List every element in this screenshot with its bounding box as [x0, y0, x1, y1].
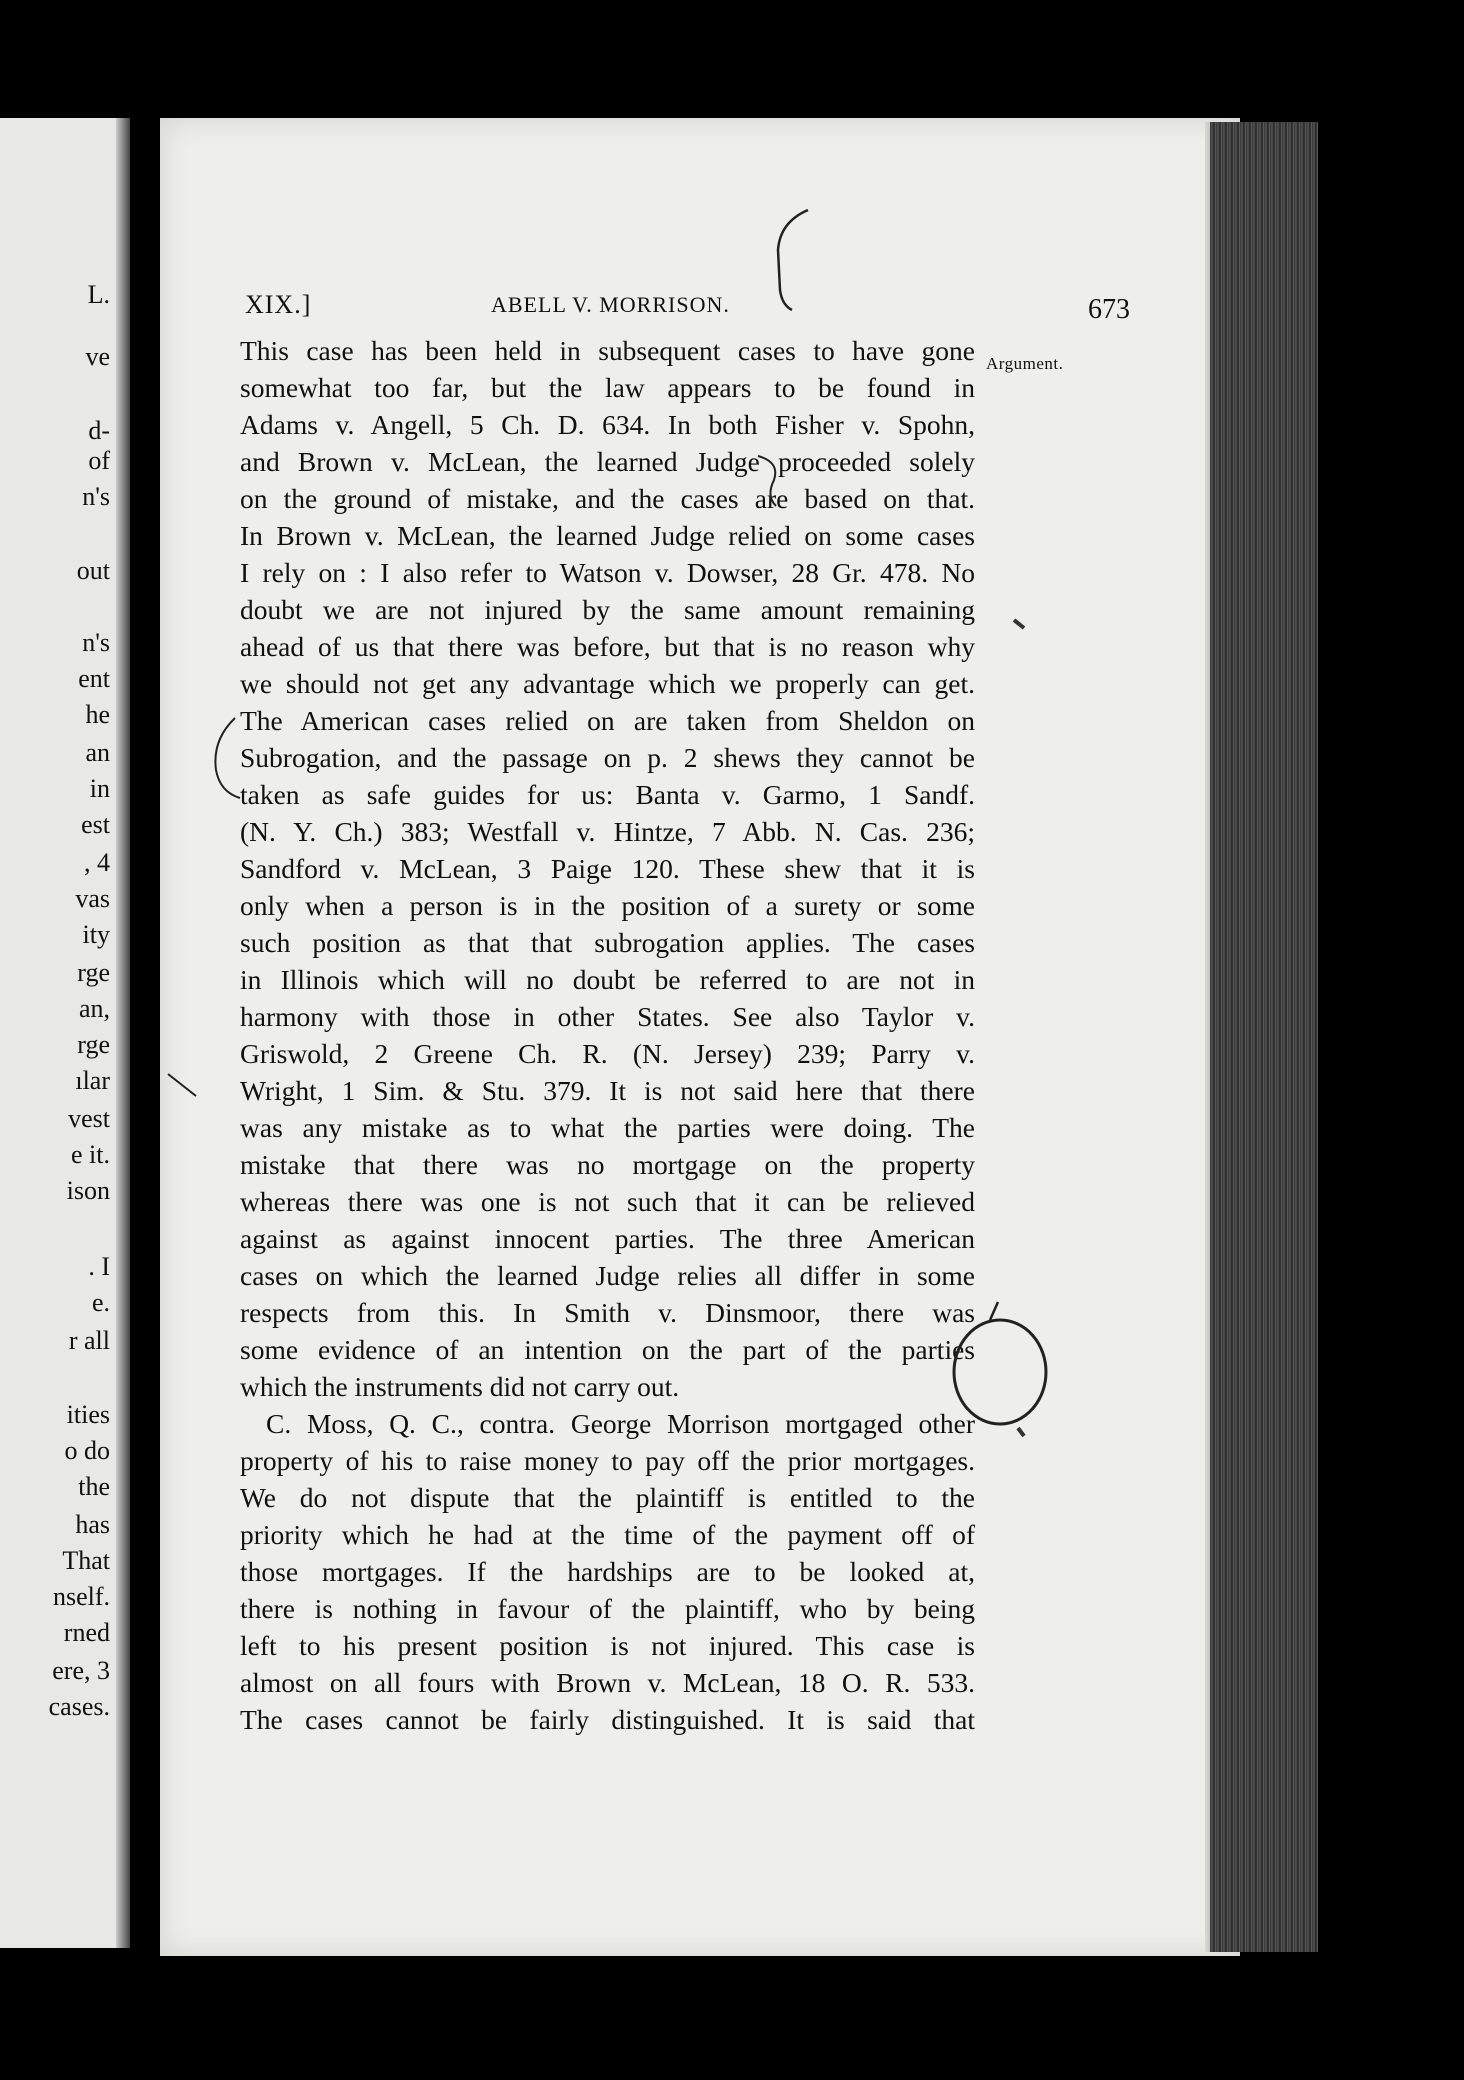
left-page-fragment: r all [68, 1326, 110, 1355]
text-line: The American cases relied on are taken from Sheldon on [240, 705, 975, 736]
text-line: which the instruments did not carry out. [240, 1371, 680, 1402]
text-line: left to his present position is not injured. This case is [240, 1630, 975, 1661]
text-line: This case has been held in subsequent cases to have gone [240, 335, 975, 366]
left-page-fragment: ent [78, 664, 110, 693]
text-line: We do not dispute that the plaintiff is entitled to the [240, 1482, 975, 1513]
left-page-fragment: has [75, 1510, 110, 1539]
text-line: we should not get any advantage which we properly can get. [240, 668, 975, 699]
left-page-fragment: ılar [75, 1066, 110, 1095]
text-line: Sandford v. McLean, 3 Paige 120. These shew that it is [240, 853, 975, 884]
left-page-fragment: ity [82, 920, 110, 949]
left-page-fragment: ities [66, 1400, 110, 1429]
text-line: ahead of us that there was before, but that is no reason why [240, 631, 975, 662]
left-page-fragment: e. [91, 1288, 110, 1317]
body-text [240, 332, 975, 1738]
text-line: such position as that that subrogation applies. The cases [240, 927, 975, 958]
text-line: The cases cannot be fairly distinguished. It is said that [240, 1704, 975, 1735]
text-line: there is nothing in favour of the plaintiff, who by being [240, 1593, 975, 1624]
text-line: harmony with those in other States. See also Taylor v. [240, 1001, 975, 1032]
volume-section-label: XIX.] [245, 290, 312, 319]
text-line: cases on which the learned Judge relies all differ in some [240, 1260, 975, 1291]
left-page-fragment: ere, 3 [52, 1656, 110, 1685]
left-page-fragment: the [78, 1472, 110, 1501]
text-line: Wright, 1 Sim. & Stu. 379. It is not said here that there [240, 1075, 975, 1106]
left-page-fragment: of [88, 446, 110, 475]
page-number: 673 [1088, 294, 1130, 325]
previous-page-edge [0, 118, 130, 1948]
left-page-fragment: est [81, 810, 110, 839]
text-line: whereas there was one is not such that it can be relieved [240, 1186, 975, 1217]
left-page-fragment: o do [64, 1436, 110, 1465]
left-page-fragment: e it. [71, 1140, 110, 1169]
left-page-fragment: d- [88, 416, 110, 445]
text-line: I rely on : I also refer to Watson v. Dowser, 28 Gr. 478. No [240, 557, 975, 588]
text-line: somewhat too far, but the law appears to be found in [240, 372, 975, 403]
left-page-fragment: rge [77, 958, 110, 987]
left-page-fragment: in [89, 774, 110, 803]
left-page-fragment: rned [63, 1618, 110, 1647]
left-page-fragment: nself. [52, 1582, 110, 1611]
text-line: (N. Y. Ch.) 383; Westfall v. Hintze, 7 Abb. N. Cas. 236; [240, 816, 975, 847]
margin-note: Argument. [986, 354, 1064, 373]
left-page-fragment: vas [75, 884, 110, 913]
text-line: Adams v. Angell, 5 Ch. D. 634. In both Fisher v. Spohn, [240, 409, 975, 440]
left-page-fragment: an, [78, 994, 110, 1023]
text-line: against as against innocent parties. The three American [240, 1223, 975, 1254]
text-line: respects from this. In Smith v. Dinsmoor, there was [240, 1297, 975, 1328]
book-page-edges [1210, 122, 1318, 1952]
left-page-fragment: L. [87, 280, 110, 309]
text-line: mistake that there was no mortgage on the property [240, 1149, 975, 1180]
left-page-fragment: out [76, 556, 110, 585]
left-page-fragment: rge [77, 1030, 110, 1059]
text-line: almost on all fours with Brown v. McLean, 18 O. R. 533. [240, 1667, 975, 1698]
text-line: only when a person is in the position of a surety or some [240, 890, 975, 921]
running-header [245, 290, 1130, 326]
text-line: was any mistake as to what the parties were doing. The [240, 1112, 975, 1143]
text-line: those mortgages. If the hardships are to be looked at, [240, 1556, 975, 1587]
text-line: Griswold, 2 Greene Ch. R. (N. Jersey) 239; Parry v. [240, 1038, 975, 1069]
text-line: In Brown v. McLean, the learned Judge relied on some cases [240, 520, 975, 551]
text-line: doubt we are not injured by the same amount remaining [240, 594, 975, 625]
text-line: on the ground of mistake, and the cases are based on that. [240, 483, 975, 514]
case-title: ABELL V. MORRISON. [491, 292, 730, 317]
text-line: Subrogation, and the passage on p. 2 shews they cannot be [240, 742, 975, 773]
left-page-fragment: he [85, 700, 110, 729]
text-line: taken as safe guides for us: Banta v. Garmo, 1 Sandf. [240, 779, 975, 810]
text-line: C. Moss, Q. C., contra. George Morrison mortgaged other [266, 1408, 975, 1439]
text-line: and Brown v. McLean, the learned Judge proceeded solely [240, 446, 975, 477]
left-page-fragment: n's [82, 628, 110, 657]
text-line: priority which he had at the time of the payment off of [240, 1519, 975, 1550]
left-page-fragment: vest [68, 1104, 110, 1133]
text-line: some evidence of an intention on the part of the parties [240, 1334, 975, 1365]
left-page-fragment: , 4 [84, 848, 110, 877]
left-page-fragment: an [85, 738, 110, 767]
left-page-fragment: That [62, 1546, 110, 1575]
left-page-fragment: cases. [48, 1692, 110, 1721]
text-line: in Illinois which will no doubt be referred to are not in [240, 964, 975, 995]
left-gutter [116, 118, 130, 1948]
left-page-fragment: n's [82, 482, 110, 511]
left-page-fragment: . I [88, 1252, 110, 1281]
text-line: property of his to raise money to pay off the prior mortgages. [240, 1445, 975, 1476]
left-page-fragment: ison [66, 1176, 110, 1205]
left-page-fragment: ve [85, 342, 110, 371]
